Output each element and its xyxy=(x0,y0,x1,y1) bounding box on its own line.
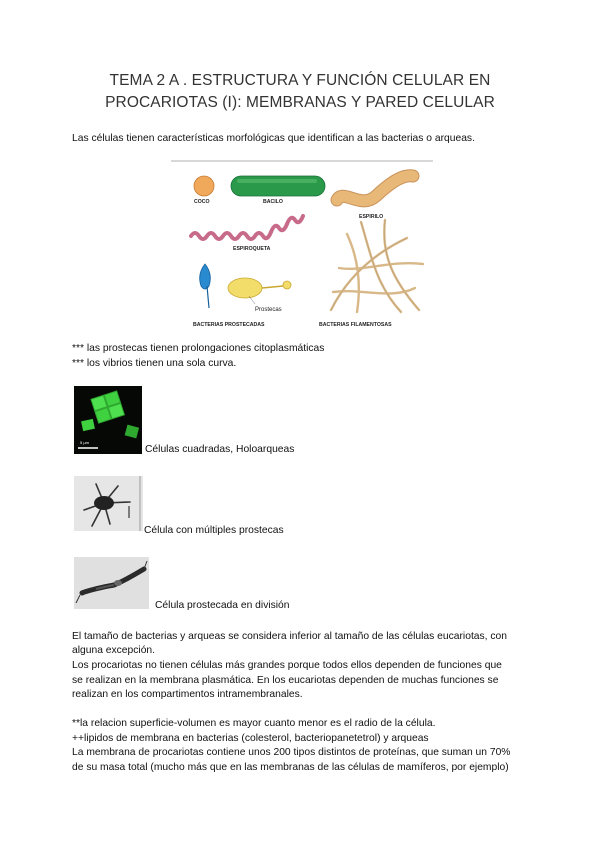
label-prostecas: Prostecas xyxy=(255,307,282,313)
prosteca-blue-cell xyxy=(200,264,211,289)
holoarchaea-photo xyxy=(74,386,142,454)
label-bacilo: BACILO xyxy=(263,199,283,205)
note-1: *** las prostecas tienen prolongaciones citoplasmáticas xyxy=(72,343,325,354)
caption-holoarchaea: Células cuadradas, Holoarqueas xyxy=(145,444,295,455)
paragraph-line-6: **la relacion superficie-volumen es mayor cuanto menor es el radio de la célula. xyxy=(72,718,436,729)
note-2: *** los vibrios tienen una sola curva. xyxy=(72,358,237,369)
paragraph-line-1: El tamaño de bacterias y arqueas se considera inferior al tamaño de las células eucariotas, con xyxy=(72,631,507,642)
morphology-figure xyxy=(171,160,433,332)
scale-bar-label: 5 µm xyxy=(80,440,89,445)
label-espiroqueta: ESPIROQUETA xyxy=(233,246,271,252)
paragraph-line-2: alguna excepción. xyxy=(72,645,156,656)
label-espirilo: ESPIRILO xyxy=(359,214,384,220)
paragraph-line-9: de su masa total (mucho más que en las membranas de las células de mamíferos, por ejemplo) xyxy=(72,762,509,773)
espiroqueta-shape xyxy=(191,216,303,239)
paragraph-line-4: se realizan en la membrana plasmática. En los eucariotas dependen de muchas funciones se xyxy=(72,675,499,686)
intro-paragraph: Las células tienen características morfológicas que identifican a las bacterias o arqueas. xyxy=(72,133,475,144)
multi-prosteca-photo xyxy=(74,476,143,531)
dividing-prosteca-photo xyxy=(74,557,149,609)
label-filamentosas: BACTERIAS FILAMENTOSAS xyxy=(319,322,392,328)
paragraph-line-8: La membrana de procariotas contiene unos 200 tipos distintos de proteínas, que suman un 70% xyxy=(72,747,511,758)
prosteca-yellow-cell xyxy=(228,278,262,298)
caption-multi-prosteca: Célula con múltiples prostecas xyxy=(144,525,284,536)
coco-shape xyxy=(194,176,214,196)
morphology-illustration xyxy=(171,160,433,332)
paragraph-line-7: ++lipidos de membrana en bacterias (colesterol, bacteriopanetetrol) y arqueas xyxy=(72,733,429,744)
label-coco: COCO xyxy=(194,199,210,205)
label-prostecadas: BACTERIAS PROSTECADAS xyxy=(193,322,265,328)
title-line-2: PROCARIOTAS (I): MEMBRANAS Y PARED CELULAR xyxy=(105,94,495,111)
paragraph-line-3: Los procariotas no tienen células más grandes porque todos ellos dependen de funciones que xyxy=(72,660,502,671)
paragraph-line-5: realizan en los compartimentos intramembranales. xyxy=(72,689,303,700)
title-line-1: TEMA 2 A . ESTRUCTURA Y FUNCIÓN CELULAR EN xyxy=(109,72,491,89)
page-title xyxy=(60,70,540,114)
caption-dividing-prosteca: Célula prostecada en división xyxy=(155,600,290,611)
